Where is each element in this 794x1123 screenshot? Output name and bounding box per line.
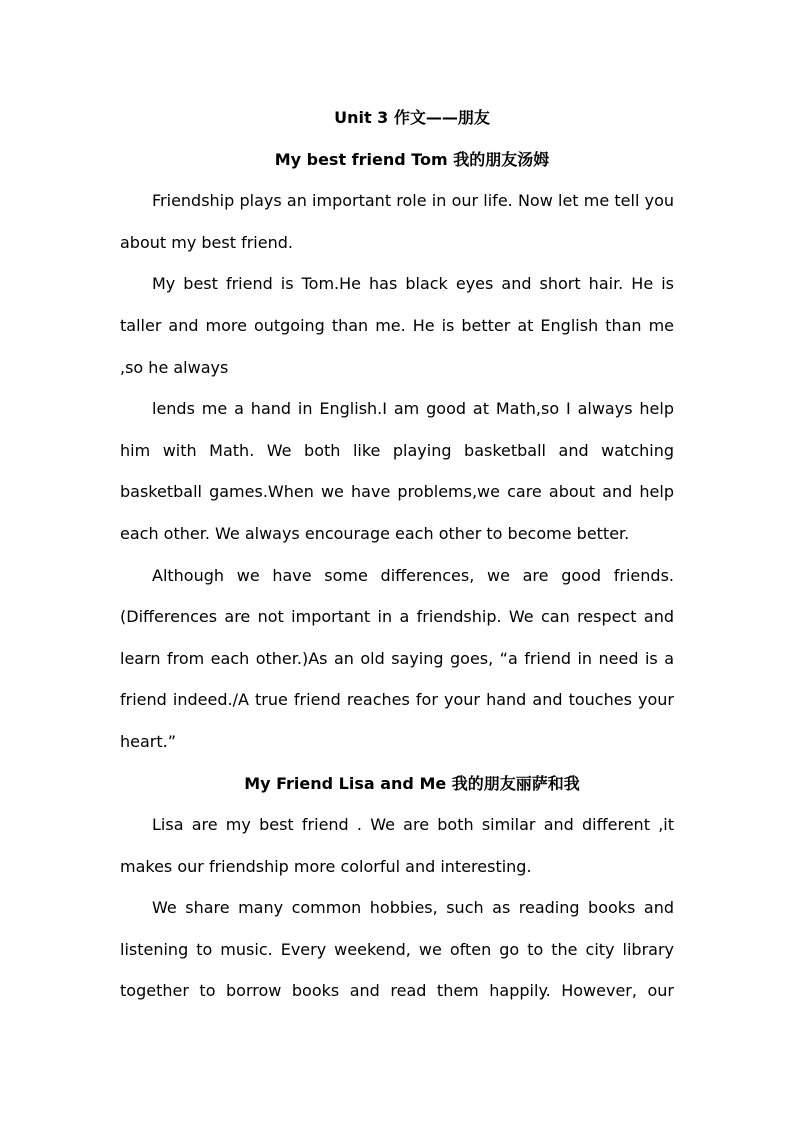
paragraph: My best friend is Tom.He has black eyes and short hair. He is taller and more outgoing than me. He is better at English than me ,so he always — [120, 274, 674, 377]
section-heading-lisa: My Friend Lisa and Me 我的朋友丽萨和我 — [244, 773, 580, 793]
document-title: Unit 3 作文——朋友 — [334, 108, 490, 127]
paragraph: Lisa are my best friend . We are both similar and different ,it makes our friendship more colorful and interesting. — [120, 815, 674, 876]
document-page — [120, 97, 674, 1012]
paragraph: lends me a hand in English.I am good at Math,so I always help him with Math. We both like playing basketball and watching basketball games.When we have problems,we care about and help each other. We always encourage each other to become better. — [120, 399, 674, 543]
section-heading-tom: My best friend Tom 我的朋友汤姆 — [274, 149, 550, 169]
paragraph: Friendship plays an important role in our life. Now let me tell you about my best friend. — [120, 191, 674, 252]
paragraph: We share many common hobbies, such as reading books and listening to music. Every weekend, we often go to the city library together to borrow books and read them happily. However, our — [120, 898, 674, 1001]
paragraph: Although we have some differences, we are good friends.(Differences are not important in a friendship. We can respect and learn from each other.)As an old saying goes, “a friend in need is a friend indeed./A true friend reaches for your hand and touches your heart.” — [120, 565, 674, 751]
